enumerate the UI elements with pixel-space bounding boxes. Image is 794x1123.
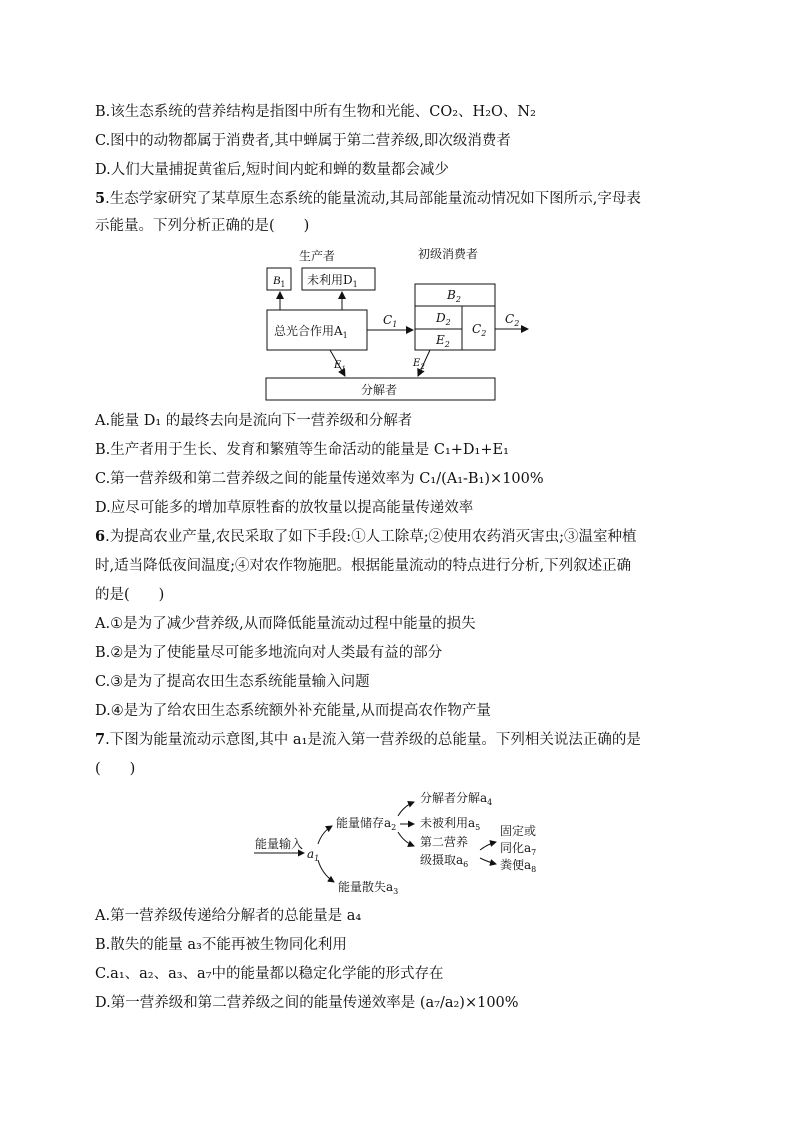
svg-text:C2: $C_2$ bbox=[472, 322, 487, 338]
svg-text:分解者分解a4: 分解者分解$a_4$ bbox=[420, 791, 493, 807]
svg-text:未被利用a5: 未被利用$a_5$ bbox=[420, 816, 481, 832]
e2-label: E bbox=[436, 333, 445, 347]
q7-number: 7 bbox=[95, 731, 106, 748]
q5-stem-text1: .生态学家研究了某草原生态系统的能量流动,其局部能量流动情况如下图所示,字母表 bbox=[105, 191, 641, 207]
svg-text:E2: $E_2$ bbox=[413, 358, 425, 371]
q7-option-b: B.散失的能量 a₃不能再被生物同化利用 bbox=[95, 937, 347, 953]
q6-option-a: A.①是为了减少营养级,从而降低能量流动过程中能量的损失 bbox=[95, 616, 476, 632]
svg-text:能量散失a3: 能量散失$a_3$ bbox=[338, 880, 399, 896]
decomposer-label: 分解者 bbox=[361, 383, 398, 397]
total-a1-label: 总光合作用A bbox=[274, 324, 343, 338]
second-level-label-2: 级摄取a bbox=[420, 853, 464, 867]
second-level-label-1: 第二营养 bbox=[420, 835, 469, 849]
q7-option-c: C.a₁、a₂、a₃、a₇中的能量都以稳定化学能的形式存在 bbox=[95, 966, 444, 982]
svg-text:B1: $B_1$ bbox=[273, 273, 286, 289]
unused-d1-label: 未利用D bbox=[307, 273, 353, 287]
e2-arrow-label: E bbox=[413, 358, 421, 369]
q6-stem-line3: 的是( ) bbox=[95, 587, 165, 603]
d2-label: D bbox=[436, 311, 446, 325]
storage-label: 能量储存a bbox=[336, 816, 392, 830]
q6-option-c: C.③是为了提高农田生态系统能量输入问题 bbox=[95, 674, 370, 690]
q6-option-d: D.④是为了给农田生态系统额外补充能量,从而提高农作物产量 bbox=[95, 703, 491, 719]
svg-text:C1: $C_1$ bbox=[383, 313, 398, 329]
q7-stem-text1: .下图为能量流动示意图,其中 a₁是流入第一营养级的总能量。下列相关说法正确的是 bbox=[105, 732, 641, 748]
q7-option-a: A.第一营养级传递给分解者的总能量是 a₄ bbox=[95, 908, 362, 924]
q5-option-c: C.第一营养级和第二营养级之间的能量传递效率为 C₁/(A₁-B₁)×100% bbox=[95, 471, 544, 487]
fixed-label-1: 固定或 bbox=[500, 824, 537, 838]
q6-stem-line1 bbox=[95, 527, 636, 547]
q5-energy-flow-diagram bbox=[0, 0, 794, 410]
input-label: 能量输入 bbox=[255, 837, 304, 851]
c1-label: C bbox=[383, 313, 393, 327]
fixed-label-2: 同化a bbox=[500, 841, 532, 855]
feces-label: 粪便a bbox=[500, 858, 532, 872]
q7-stem-line1 bbox=[95, 730, 641, 750]
svg-text:C2: $C_2$ bbox=[505, 312, 520, 328]
c2-label: C bbox=[472, 322, 482, 336]
b1-label: B bbox=[273, 273, 281, 287]
q7-option-d: D.第一营养级和第二营养级之间的能量传递效率是 (a₇/a₂)×100% bbox=[95, 995, 519, 1011]
svg-text:级摄取a6: 级摄取$a_6$ bbox=[420, 853, 469, 869]
q4-option-b: B.该生态系统的营养结构是指图中所有生物和光能、CO₂、H₂O、N₂ bbox=[95, 104, 536, 120]
q6-stem-text1: .为提高农业产量,农民采取了如下手段:①人工除草;②使用农药消灭害虫;③温室种植 bbox=[105, 529, 637, 545]
svg-text:能量储存a2: 能量储存$a_2$ bbox=[336, 816, 397, 832]
svg-text:D2: $D_2$ bbox=[436, 311, 451, 327]
a1-node-label: a bbox=[307, 847, 315, 861]
q6-number: 6 bbox=[95, 528, 106, 545]
svg-text:总光合作用A1: 总光合作用$A_1$ bbox=[274, 324, 348, 340]
q7-energy-flow-diagram bbox=[0, 780, 794, 900]
unused-label: 未被利用a bbox=[420, 816, 476, 830]
q4-option-c: C.图中的动物都属于消费者,其中蝉属于第二营养级,即次级消费者 bbox=[95, 133, 511, 149]
consumer-label: 初级消费者 bbox=[418, 247, 479, 261]
svg-text:粪便a8: 粪便$a_8$ bbox=[500, 858, 537, 874]
q5-option-a: A.能量 D₁ 的最终去向是流向下一营养级和分解者 bbox=[95, 413, 413, 429]
svg-text:E1: $E_1$ bbox=[334, 360, 346, 373]
q7-stem-line2: ( ) bbox=[95, 761, 136, 777]
svg-text:未利用D1: 未利用$D_1$ bbox=[307, 273, 358, 289]
b2-label: B bbox=[447, 288, 456, 302]
svg-text:a1: $a_1$ bbox=[307, 847, 320, 863]
svg-text:同化a7: 同化$a_7$ bbox=[500, 841, 537, 857]
q5-stem-line2: 示能量。下列分析正确的是( ) bbox=[95, 218, 310, 234]
q4-option-d: D.人们大量捕捉黄雀后,短时间内蛇和蝉的数量都会减少 bbox=[95, 162, 449, 178]
e1-arrow-label: E bbox=[334, 360, 342, 371]
q5-option-b: B.生产者用于生长、发育和繁殖等生命活动的能量是 C₁+D₁+E₁ bbox=[95, 442, 509, 458]
decompose-label: 分解者分解a bbox=[420, 791, 488, 805]
q5-number: 5 bbox=[95, 190, 106, 207]
c2-out-label: C bbox=[505, 312, 515, 326]
producer-label: 生产者 bbox=[299, 249, 336, 263]
svg-text:B2: $B_2$ bbox=[447, 288, 461, 304]
svg-text:E2: $E_2$ bbox=[436, 333, 450, 349]
q6-stem-line2: 时,适当降低夜间温度;④对农作物施肥。根据能量流动的特点进行分析,下列叙述正确 bbox=[95, 558, 632, 574]
q6-option-b: B.②是为了使能量尽可能多地流向对人类最有益的部分 bbox=[95, 645, 443, 661]
q5-option-d: D.应尽可能多的增加草原牲畜的放牧量以提高能量传递效率 bbox=[95, 500, 474, 516]
loss-label: 能量散失a bbox=[338, 880, 394, 894]
